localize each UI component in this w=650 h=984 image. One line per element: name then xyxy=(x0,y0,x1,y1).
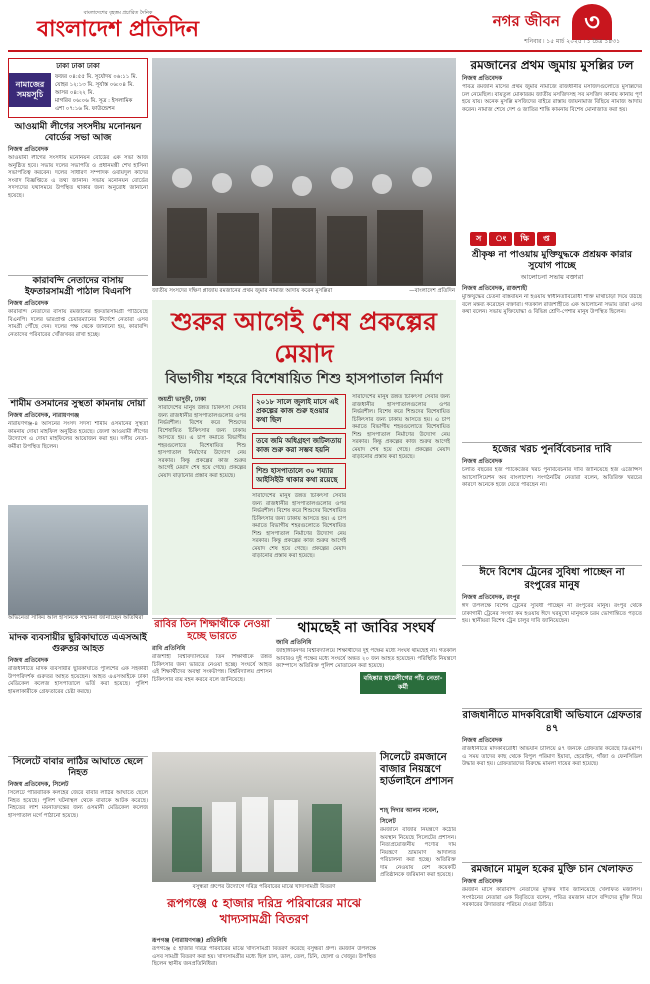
lead-body: সারাদেশের মানুষ উন্নত চিকিৎসা সেবার জন্য রাজধানীর হাসপাতালগুলোর ওপর নির্ভরশীল। বিশেষ করে শিশুদের বিশেষায়িত চিকিৎসার জন্য ঢাকায় আসতে হয়। এ চাপ কমাতে বিভাগীয় শহরগুলোতে বিশেষায়িত শিশু হাসপাতাল নির্মাণের উদ্যোগ নেয় সরকার। কিন্তু প্রকল্পের কাজ শুরুর আগেই মেয়াদ শেষ হয়ে গেছে। প্রকল্পের মেয়াদ বাড়ানোর প্রস্তাব করা হয়েছে। xyxy=(158,405,247,479)
headline: রমজানে মামুল হকের মুক্তি চান খেলাফত xyxy=(471,864,633,875)
article-bnp-iftar[interactable] xyxy=(8,275,148,395)
relief-photo-caption: বসুন্ধরা গ্রুপের উদ্যোগে দরিদ্র পরিবারের মাঝে খাদ্যসামগ্রী বিতরণ xyxy=(192,884,336,890)
photo-credit: —বাংলাদেশ প্রতিদিন xyxy=(409,288,455,294)
byline: নিজস্ব প্রতিবেদক xyxy=(462,737,503,744)
byline: নিজস্ব প্রতিবেদক xyxy=(8,657,49,664)
headline: রাজধানীতে মাদকবিরোধী অভিযানে গ্রেফতার ৪৭ xyxy=(462,710,642,734)
masthead-rule xyxy=(8,50,642,52)
lead-headline: শুরুর আগেই শেষ প্রকল্পের মেয়াদ xyxy=(171,307,437,368)
event-photo xyxy=(8,505,148,615)
subheadline: আলোচনা সভায় বক্তারা xyxy=(520,273,584,281)
relief-distribution-photo xyxy=(152,752,376,882)
lead-quote: শিশু হাসপাতালে ৩০ শয্যার আইসিইউ থাকার কথা রয়েছে xyxy=(252,463,346,489)
lead-byline: জয়শ্রী ভাদুড়ী, ঢাকা xyxy=(158,396,207,403)
byline: নিজস্ব প্রতিবেদক xyxy=(8,300,49,307)
strip-letter: ং xyxy=(489,232,512,246)
main-photo-friday-prayer xyxy=(152,58,456,286)
headline: কারাবন্দি নেতাদের বাসায় ইফতারসামগ্রী পাঠাল বিএনপি xyxy=(24,276,132,297)
byline: রাবি প্রতিনিধি xyxy=(152,645,186,652)
article-first-friday[interactable] xyxy=(462,58,642,228)
byline: নিজস্ব প্রতিবেদক, নারায়ণগঞ্জ xyxy=(8,412,80,419)
article-body: রাজধানীতে মাদকবিরোধী অভিযান চালিয়ে ৪৭ জনকে গ্রেফতার করেছে ডিএমপি। এ সময় তাদের কাছ থেকে বিপুল পরিমাণ ইয়াবা, হেরোইন, গাঁজা ও ফেনসিডিল উদ্ধার করা হয়। গ্রেফতারদের বিরুদ্ধে মামলা দায়ের করা হয়েছে। xyxy=(462,746,642,767)
headline: রমজানের প্রথম জুমায় মুসল্লির ঢল xyxy=(470,58,634,72)
headline: হজের খরচ পুনর্বিবেচনার দাবি xyxy=(492,444,612,455)
prayer-times-box xyxy=(8,58,148,118)
article-body: রূপগঞ্জে ৫ হাজার দরিদ্র পরিবারের মাঝে খাদ্যসামগ্রী বিতরণ করেছে বসুন্ধরা গ্রুপ। রমজান উপলক্ষে এসব সামগ্রী বিতরণ করা হয়। খাদ্যসামগ্রীর মধ্যে ছিল চাল, ডাল, তেল, চিনি, ছোলা ও খেজুর। উপস্থিত ছিলেন স্থানীয় জনপ্রতিনিধিরা। xyxy=(152,946,376,967)
article-body: রমজানে বাজার নিয়ন্ত্রণে কঠোর অবস্থান নিয়েছে সিলেটের প্রশাসন। নিত্যপ্রয়োজনীয় পণ্যের দাম নিয়ন্ত্রণে ভ্রাম্যমাণ আদালত পরিচালনা করা হচ্ছে। অতিরিক্ত দাম নেওয়ায় বেশ কয়েকটি প্রতিষ্ঠানকে জরিমানা করা হয়েছে। xyxy=(380,827,456,878)
article-body: মুক্তিযুদ্ধের চেতনা বাস্তবায়ন না হওয়ায় স্বাধীনতাবিরোধী শক্তি মাথাচাড়া দিয়ে উঠছে বলে মন্তব্য করেছেন বক্তারা। গতকাল রাজশাহীতে এক আলোচনা সভায় তারা এসব কথা বলেন। সভায় মুক্তিযোদ্ধা ও বিভিন্ন শ্রেণি-পেশার মানুষ উপস্থিত ছিলেন। xyxy=(462,294,642,315)
article-body: পবিত্র রমজান মাসের প্রথম জুমার নামাজে রাজধানীর মসজিদগুলোতে মুসল্লিদের ঢল নেমেছিল। বায়তুল মোকাররম জাতীয় মসজিদসহ সব মসজিদ কানায় কানায় পূর্ণ হয়ে যায়। অনেক মুসল্লি মসজিদের বাইরে রাস্তায় জায়নামাজ বিছিয়ে নামাজ আদায় করেন। নামাজ শেষে দেশ ও জাতির শান্তি কামনায় বিশেষ মোনাজাত করা হয়। xyxy=(462,84,642,113)
main-photo-caption: জাতীয় সংসদের দক্ষিণ প্লাজায় রমজানের প্রথম জুমার নামাজ আদায় করেন মুসল্লিরা xyxy=(152,288,333,294)
prayer-rows xyxy=(55,73,147,113)
lead-body-continued: সারাদেশের মানুষ উন্নত চিকিৎসা সেবার জন্য রাজধানীর হাসপাতালগুলোর ওপর নির্ভরশীল। বিশেষ করে শিশুদের বিশেষায়িত চিকিৎসার জন্য ঢাকায় আসতে হয়। এ চাপ কমাতে বিভাগীয় শহরগুলোতে বিশেষায়িত শিশু হাসপাতাল নির্মাণের উদ্যোগ নেয় সরকার। কিন্তু প্রকল্পের কাজ শুরুর আগেই মেয়াদ শেষ হয়ে গেছে। প্রকল্পের মেয়াদ বাড়ানোর প্রস্তাব করা হয়েছে। xyxy=(352,394,450,460)
article-body: কারাবন্দি নেতাদের বাসায় রমজানের ইফতারসামগ্রী পাঠিয়েছে বিএনপি। দলের ভারপ্রাপ্ত চেয়ারম্যানের নির্দেশে নেতারা এসব সামগ্রী পৌঁছে দেন। দলের পক্ষ থেকে জানানো হয়, কারাবন্দি নেতাদের পরিবারের খোঁজখবর রাখা হচ্ছে। xyxy=(8,309,148,338)
article-drug-raid[interactable] xyxy=(462,708,642,858)
people-illustration xyxy=(152,752,376,882)
article-eid-train[interactable] xyxy=(462,565,642,705)
lead-subheadline: বিভাগীয় শহরে বিশেষায়িত শিশু হাসপাতাল নির্মাণ xyxy=(165,371,443,387)
byline: নিজস্ব প্রতিবেদক, সিলেট xyxy=(8,781,69,788)
headline: সিলেটে বাবার লাঠির আঘাতে ছেলে নিহত xyxy=(12,757,144,778)
page-number: ৩ xyxy=(572,4,612,40)
article-sylhet-market[interactable] xyxy=(380,752,456,812)
prayer-city: ঢাকা ঢাকা ঢাকা xyxy=(9,59,147,73)
jabi-badge: বহিষ্কার ছাত্রলীগের পাঁচ নেতা-কর্মী xyxy=(360,672,446,694)
article-hajj-cost[interactable] xyxy=(462,442,642,562)
headline: ঈদে বিশেষ ট্রেনের সুবিধা পাচ্ছেন না রংপুরের মানুষ xyxy=(479,567,625,591)
byline: নিজস্ব প্রতিবেদক xyxy=(462,75,503,82)
brief-news-strip xyxy=(470,232,640,246)
prayer-row: এশা ০৭:১৬ মি. ফাউন্ডেশন xyxy=(55,106,115,112)
headline: মাদক ব্যবসায়ীর ছুরিকাঘাতে এএসআই গুরুতর আহত xyxy=(9,633,147,654)
section-title: নগর জীবন xyxy=(492,12,560,30)
headline: রূপগঞ্জে ৫ হাজার দরিদ্র পরিবারের মাঝে খাদ্যসামগ্রী বিতরণ xyxy=(167,896,361,926)
headline: শ্রীকৃষ্ণ না পাওয়ায় মুক্তিযুদ্ধকে প্রশ্রয়ক কারার সুযোগ পাচ্ছে xyxy=(472,250,632,271)
headline: সিলেটে রমজানে বাজার নিয়ন্ত্রণে হার্ডলাইনে প্রশাসন xyxy=(380,752,454,787)
dateline: শনিবার ৷ ১৫ মার্চ ২০২৫ ৷ ১ চৈত্র ১৪৩১ xyxy=(524,38,620,45)
article-liberation-war[interactable] xyxy=(462,250,642,440)
article-sylhet-father[interactable] xyxy=(8,756,148,976)
article-body: রমজান মাসে কারাবন্দি নেতাদের মুক্তির দাবি জানিয়েছে খেলাফত মজলিস। সংগঠনের নেতারা এক বিবৃতিতে বলেন, পবিত্র রমজান মাসে বন্দিদের মুক্তি দিয়ে সরকারের উদারতার পরিচয় দেওয়া উচিত। xyxy=(462,887,642,908)
headline: থামছেই না জাবির সংঘর্ষ xyxy=(297,620,435,636)
strip-letter: প্ত xyxy=(537,232,556,246)
article-body: জাহাঙ্গীরনগর বিশ্ববিদ্যালয়ে শিক্ষার্থীদের দুই পক্ষের মধ্যে সংঘর্ষ থামছেই না। গতকাল আবারও দুই পক্ষের মধ্যে সংঘর্ষে অন্তত ২০ জন আহত হয়েছেন। পরিস্থিতি নিয়ন্ত্রণে ক্যাম্পাসে অতিরিক্ত পুলিশ মোতায়েন করা হয়েছে। xyxy=(276,648,456,669)
article-rupganj-relief[interactable] xyxy=(152,895,376,935)
byline: রূপগঞ্জ (নারায়ণগঞ্জ) প্রতিনিধি xyxy=(152,937,227,944)
byline: নিজস্ব প্রতিবেদক xyxy=(462,878,503,885)
article-body: রাজশাহী বিশ্ববিদ্যালয়ের তিন শিক্ষার্থীকে উন্নত চিকিৎসার জন্য ভারতে নেওয়া হচ্ছে। সংঘর্ষে আহত এই শিক্ষার্থীদের অবস্থা সংকটাপন্ন। বিশ্ববিদ্যালয় প্রশাসন চিকিৎসার ব্যয় বহন করবে বলে জানিয়েছে। xyxy=(152,654,272,683)
strip-letter: ক্ষি xyxy=(514,232,535,246)
article-rupganj-body xyxy=(152,935,376,980)
article-body: নারায়ণগঞ্জ-৪ আসনের সংসদ সদস্য শামীম ওসমানের সুস্থতা কামনায় দোয়া মাহফিল অনুষ্ঠিত হয়েছে। জেলা আওয়ামী লীগের উদ্যোগে এ দোয়া মাহফিলের আয়োজন করা হয়। দলীয় নেতা-কর্মীরা উপস্থিত ছিলেন। xyxy=(8,421,148,450)
prayer-row: আসর ০৪:২২ মি. xyxy=(55,90,95,96)
prayer-row: যোহর ১২:১৩ মি. সূর্যাস্ত ০৬:০৪ মি. xyxy=(55,82,135,88)
crowd-illustration xyxy=(152,58,456,286)
prayer-row: ফজর ০৪:৫৫ মি. সূর্যোদয় ০৬:১১ মি. xyxy=(55,74,138,80)
lead-story[interactable] xyxy=(152,300,456,615)
headline: শামীম ওসমানের সুস্থতা কামনায় দোয়া xyxy=(10,399,146,409)
article-body: আওয়ামী লীগের সংসদীয় মনোনয়ন বোর্ডের এক সভা আজ অনুষ্ঠিত হবে। সভায় দলের সভাপতি ও প্রধানমন্ত্রী শেখ হাসিনা সভাপতিত্ব করবেন। দলের সাধারণ সম্পাদক ওবায়দুল কাদের সংবাদ বিজ্ঞপ্তিতে এ তথ্য জানান। সভায় মনোনয়ন বোর্ডের সদস্যদের যথাসময়ে উপস্থিত থাকার জন্য অনুরোধ জানানো হয়েছে। xyxy=(8,155,148,199)
byline: জাবি প্রতিনিধি xyxy=(276,639,312,646)
article-khelafat[interactable] xyxy=(462,862,642,977)
masthead-tagline: বাংলাদেশের বৃহত্তম প্রচারিত দৈনিক xyxy=(83,10,153,16)
headline: রাবির তিন শিক্ষার্থীকে নেওয়া হচ্ছে ভারতে xyxy=(154,619,270,642)
byline: নিজস্ব প্রতিবেদক xyxy=(462,458,503,465)
prayer-row: মাগরিব ০৬:০৬ মি. সূত্র : ইসলামিক xyxy=(55,98,133,104)
masthead-title: বাংলাদেশ প্রতিদিন xyxy=(36,17,200,42)
byline: নিজস্ব প্রতিবেদক, রাজশাহী xyxy=(462,285,528,292)
article-rabi-students[interactable] xyxy=(152,618,272,748)
photo-caption: অভিনেতা সাকিব আল হাসানকে সম্মাননা জানাচ্ছেন অতিথিরা xyxy=(8,615,144,621)
article-body: সিলেটে পারিবারিক কলহের জেরে বাবার লাঠির আঘাতে ছেলে নিহত হয়েছে। পুলিশ ঘটনাস্থল থেকে বাবাকে আটক করেছে। নিহতের লাশ ময়নাতদন্তের জন্য ওসমানী মেডিকেল কলেজ হাসপাতাল মর্গে পাঠানো হয়েছে। xyxy=(8,790,148,819)
byline: শাহ্ দিদার আলম নবেল, সিলেট xyxy=(380,807,439,825)
article-sylhet-market-body xyxy=(380,805,456,975)
article-body: ঈদ উপলক্ষে বিশেষ ট্রেনের সুবিধা পাচ্ছেন না রংপুরের মানুষ। রংপুর থেকে ঢাকাগামী ট্রেনের সংখ্যা কম হওয়ায় ঈদে ঘরমুখো মানুষকে চরম ভোগান্তিতে পড়তে হয়। স্থানীয়রা বিশেষ ট্রেন চালুর দাবি জানিয়েছেন। xyxy=(462,603,642,624)
strip-letter: স xyxy=(470,232,487,246)
lead-quote: ২০১৮ সালে জুলাই মাসে এই প্রকল্পের কাজ শুরু হওয়ার কথা ছিল xyxy=(252,394,346,429)
lead-quote: তবে জমি অধিগ্রহণ জটিলতায় কাজ শুরু করা সম্ভব হয়নি xyxy=(252,433,346,459)
article-awami-league[interactable] xyxy=(8,122,148,272)
article-asi-stabbed[interactable] xyxy=(8,632,148,752)
lead-body-continued: সারাদেশের মানুষ উন্নত চিকিৎসা সেবার জন্য রাজধানীর হাসপাতালগুলোর ওপর নির্ভরশীল। বিশেষ করে শিশুদের বিশেষায়িত চিকিৎসার জন্য ঢাকায় আসতে হয়। এ চাপ কমাতে বিভাগীয় শহরগুলোতে বিশেষায়িত শিশু হাসপাতাল নির্মাণের উদ্যোগ নেয় সরকার। কিন্তু প্রকল্পের কাজ শুরুর আগেই মেয়াদ শেষ হয়ে গেছে। প্রকল্পের মেয়াদ বাড়ানোর প্রস্তাব করা হয়েছে। xyxy=(252,493,347,559)
byline: নিজস্ব প্রতিবেদক, রংপুর xyxy=(462,594,520,601)
headline: আওয়ামী লীগের সংসদীয় মনোনয়ন বোর্ডের সভা আজ xyxy=(14,122,142,143)
article-shamim-osman[interactable] xyxy=(8,398,148,628)
masthead-logo xyxy=(8,10,228,50)
byline: নিজস্ব প্রতিবেদক xyxy=(8,146,49,153)
prayer-label: নামাজের সময়সূচি xyxy=(9,73,51,107)
article-body: চলতি বছরের হজ প্যাকেজের খরচ পুনর্বিবেচনার দাবি জানিয়েছে হজ এজেন্সিস অ্যাসোসিয়েশন অব বাংলাদেশ। সংগঠনটির নেতারা বলেন, অতিরিক্ত খরচের কারণে অনেকে হজে যেতে পারছেন না। xyxy=(462,467,642,488)
article-body: রাজধানীতে মাদক ব্যবসায়ীর ছুরিকাঘাতে পুলিশের এক সহকারী উপপরিদর্শক গুরুতর আহত হয়েছেন। আহত এএসআইকে ঢাকা মেডিকেল কলেজ হাসপাতালে ভর্তি করা হয়েছে। পুলিশ হামলাকারীকে গ্রেফতারের চেষ্টা করছে। xyxy=(8,666,148,695)
